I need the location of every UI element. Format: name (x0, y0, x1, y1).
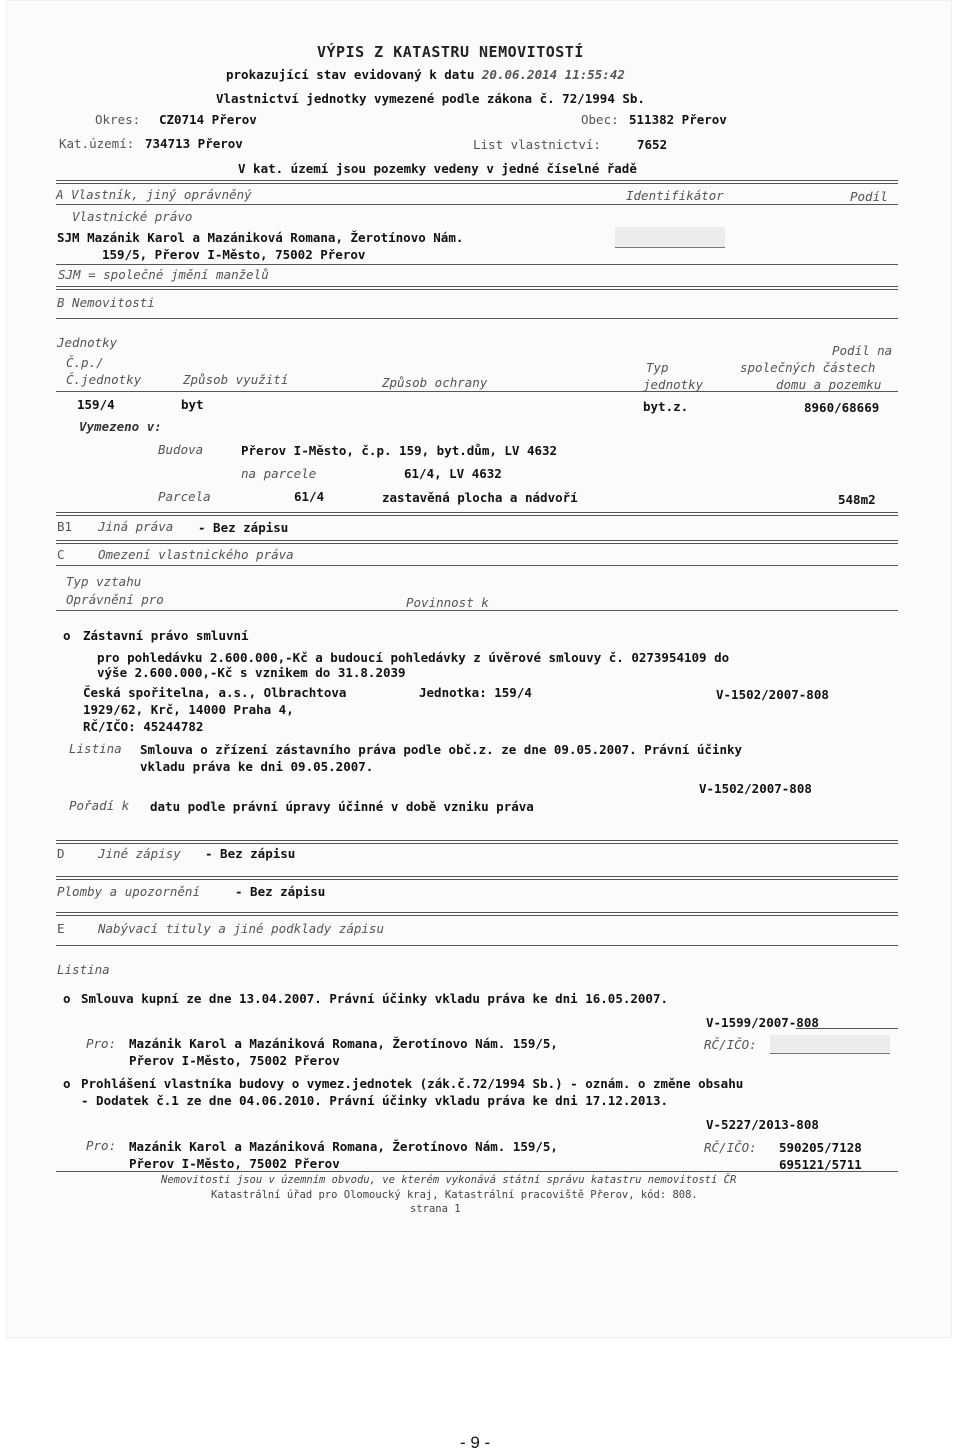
budova-value: Přerov I-Město, č.p. 159, byt.dům, LV 4632 (241, 443, 558, 458)
pro-1-line-1: Mazánik Karol a Mazániková Romana, Žerotínovo Nám. 159/5, (129, 1036, 558, 1051)
section-d-text: Jiné zápisy (98, 846, 181, 861)
section-b1-text: Jiná práva (98, 519, 174, 534)
footer-line-1: Nemovitosti jsou v územním obvodu, ve kterém vykonává státní správu katastru nemovitostí ČR (161, 1174, 737, 1186)
divider (56, 286, 898, 290)
divider (56, 1171, 898, 1172)
katuzemi-label: Kat.území: (59, 136, 135, 151)
listina-line-2: vkladu práva ke dni 09.05.2007. (140, 759, 374, 774)
footer-page-label: strana 1 (410, 1203, 461, 1215)
section-b-heading: B Nemovitosti (57, 295, 155, 310)
divider (56, 840, 898, 844)
lien-title: Zástavní právo smluvní (83, 628, 249, 643)
document-sheet (6, 0, 952, 1338)
divider (56, 512, 898, 516)
header-state-line: prokazující stav evidovaný k datu 20.06.2014 11:55:42 (226, 67, 625, 82)
col-typ-vztahu: Typ vztahu (66, 574, 142, 589)
bullet: o (63, 628, 71, 643)
divider (56, 876, 898, 880)
bullet: o (63, 991, 71, 1006)
pro-label: Pro: (86, 1036, 117, 1051)
header-ownership-line: Vlastnictví jednotky vymezené podle zákona č. 72/1994 Sb. (216, 91, 645, 106)
obec-label: Obec: (581, 112, 619, 127)
na-parcele-label: na parcele (241, 466, 317, 481)
col-podil-2: společných částech (740, 360, 876, 375)
header-numbering-line: V kat. území jsou pozemky vedeny v jedné číselné řadě (238, 161, 637, 176)
divider (56, 318, 898, 319)
parcela-description: zastavěná plocha a nádvoří (382, 490, 578, 505)
sjm-note: SJM = společné jmění manželů (58, 267, 269, 282)
col-typ-1: Typ (646, 360, 669, 375)
col-identifikator: Identifikátor (626, 188, 724, 203)
redacted-rcico (770, 1035, 890, 1054)
vymezeno-label: Vymezeno v: (79, 419, 162, 434)
section-c-label: C (57, 547, 65, 562)
section-d-value: - Bez zápisu (205, 846, 296, 861)
col-podil: Podíl (850, 189, 888, 204)
katuzemi-value: 734713 Přerov (145, 136, 243, 151)
poradi-label: Pořadí k (69, 798, 130, 813)
page-number: - 9 - (460, 1433, 491, 1452)
pro-label: Pro: (86, 1138, 117, 1153)
parcela-number: 61/4 (294, 489, 325, 504)
lien-line-1: pro pohledávku 2.600.000,-Kč a budoucí pohledávky z úvěrové smlouvy č. 0273954109 do (97, 650, 730, 665)
redacted-identifier (615, 227, 725, 248)
bank-unit: Jednotka: 159/4 (419, 685, 532, 700)
col-typ-2: jednotky (643, 377, 704, 392)
bullet: o (63, 1076, 71, 1091)
section-d-label: D (57, 846, 65, 861)
divider (56, 565, 898, 566)
parcela-label: Parcela (158, 489, 211, 504)
okres-label: Okres: (95, 112, 141, 127)
bank-reference: V-1502/2007-808 (716, 687, 829, 702)
section-b1-value: - Bez zápisu (198, 520, 289, 535)
parcela-area: 548m2 (838, 492, 876, 507)
col-cp: Č.p./ (66, 355, 104, 370)
divider (56, 391, 898, 392)
unit-share: 8960/68669 (804, 400, 880, 415)
divider (796, 1028, 898, 1029)
col-zpusob-vyuziti: Způsob využití (183, 372, 289, 387)
document-title: VÝPIS Z KATASTRU NEMOVITOSTÍ (317, 43, 584, 61)
section-e-listina: Listina (57, 962, 110, 977)
purchase-reference: V-1599/2007-808 (706, 1015, 819, 1030)
unit-id: 159/4 (77, 397, 115, 412)
declaration-reference: V-5227/2013-808 (706, 1117, 819, 1132)
section-e-label: E (57, 921, 65, 936)
section-e-text: Nabývací tituly a jiné podklady zápisu (98, 921, 384, 936)
col-opravneni-pro: Oprávnění pro (66, 592, 164, 607)
listina-line-1: Smlouva o zřízení zástavního práva podle obč.z. ze dne 09.05.2007. Právní účinky (140, 742, 743, 757)
obec-value: 511382 Přerov (629, 112, 727, 127)
divider (56, 540, 898, 544)
purchase-contract: Smlouva kupní ze dne 13.04.2007. Právní účinky vkladu práva ke dni 16.05.2007. (81, 991, 668, 1006)
pro-2-line-2: Přerov I-Město, 75002 Přerov (129, 1156, 340, 1171)
section-a-subheading: Vlastnické právo (72, 209, 193, 224)
listina-reference: V-1502/2007-808 (699, 781, 812, 796)
divider (56, 264, 898, 265)
section-c-text: Omezení vlastnického práva (98, 547, 294, 562)
bank-line-3: RČ/IČO: 45244782 (83, 719, 204, 734)
divider (56, 945, 898, 946)
unit-type: byt.z. (643, 399, 689, 414)
divider (56, 610, 898, 611)
rc-number-2: 695121/5711 (779, 1157, 862, 1172)
col-cjednotky: Č.jednotky (66, 372, 142, 387)
owner-line-1: SJM Mazánik Karol a Mazániková Romana, Žerotínovo Nám. (57, 230, 464, 245)
budova-label: Budova (158, 442, 204, 457)
col-podil-1: Podíl na (832, 343, 893, 358)
lv-label: List vlastnictví: (473, 137, 601, 152)
declaration-line-1: Prohlášení vlastníka budovy o vymez.jednotek (zák.č.72/1994 Sb.) - oznám. o změne obsahu (81, 1076, 744, 1091)
bank-line-1: Česká spořitelna, a.s., Olbrachtova (83, 685, 347, 700)
owner-line-2: 159/5, Přerov I-Město, 75002 Přerov (102, 247, 366, 262)
section-b1-label: B1 (57, 519, 73, 534)
rcico-label: RČ/IČO: (704, 1140, 757, 1155)
lv-value: 7652 (637, 137, 668, 152)
listina-label: Listina (69, 741, 122, 756)
jednotky-heading: Jednotky (57, 335, 118, 350)
plomby-text: Plomby a upozornění (57, 884, 200, 899)
plomby-value: - Bez zápisu (235, 884, 326, 899)
okres-value: CZ0714 Přerov (159, 112, 257, 127)
pro-2-line-1: Mazánik Karol a Mazániková Romana, Žerotínovo Nám. 159/5, (129, 1139, 558, 1154)
col-povinnost-k: Povinnost k (406, 595, 489, 610)
bank-line-2: 1929/62, Krč, 14000 Praha 4, (83, 702, 294, 717)
col-podil-3: domu a pozemku (776, 377, 882, 392)
footer-line-2: Katastrální úřad pro Olomoucký kraj, Katastrální pracoviště Přerov, kód: 808. (211, 1189, 698, 1201)
unit-use: byt (181, 397, 204, 412)
rcico-label: RČ/IČO: (704, 1037, 757, 1052)
poradi-text: datu podle právní úpravy účinné v době vzniku práva (150, 799, 534, 814)
lien-line-2: výše 2.600.000,-Kč s vznikem do 31.8.2039 (97, 665, 406, 680)
declaration-line-2: - Dodatek č.1 ze dne 04.06.2010. Právní účinky vkladu práva ke dni 17.12.2013. (81, 1093, 668, 1108)
na-parcele-value: 61/4, LV 4632 (404, 466, 502, 481)
col-zpusob-ochrany: Způsob ochrany (382, 375, 488, 390)
pro-1-line-2: Přerov I-Město, 75002 Přerov (129, 1053, 340, 1068)
divider (56, 180, 898, 184)
section-a-heading: A Vlastník, jiný oprávněný (56, 187, 252, 202)
divider (56, 912, 898, 916)
header-date: 20.06.2014 11:55:42 (481, 67, 625, 82)
divider (56, 204, 898, 205)
rc-number-1: 590205/7128 (779, 1140, 862, 1155)
